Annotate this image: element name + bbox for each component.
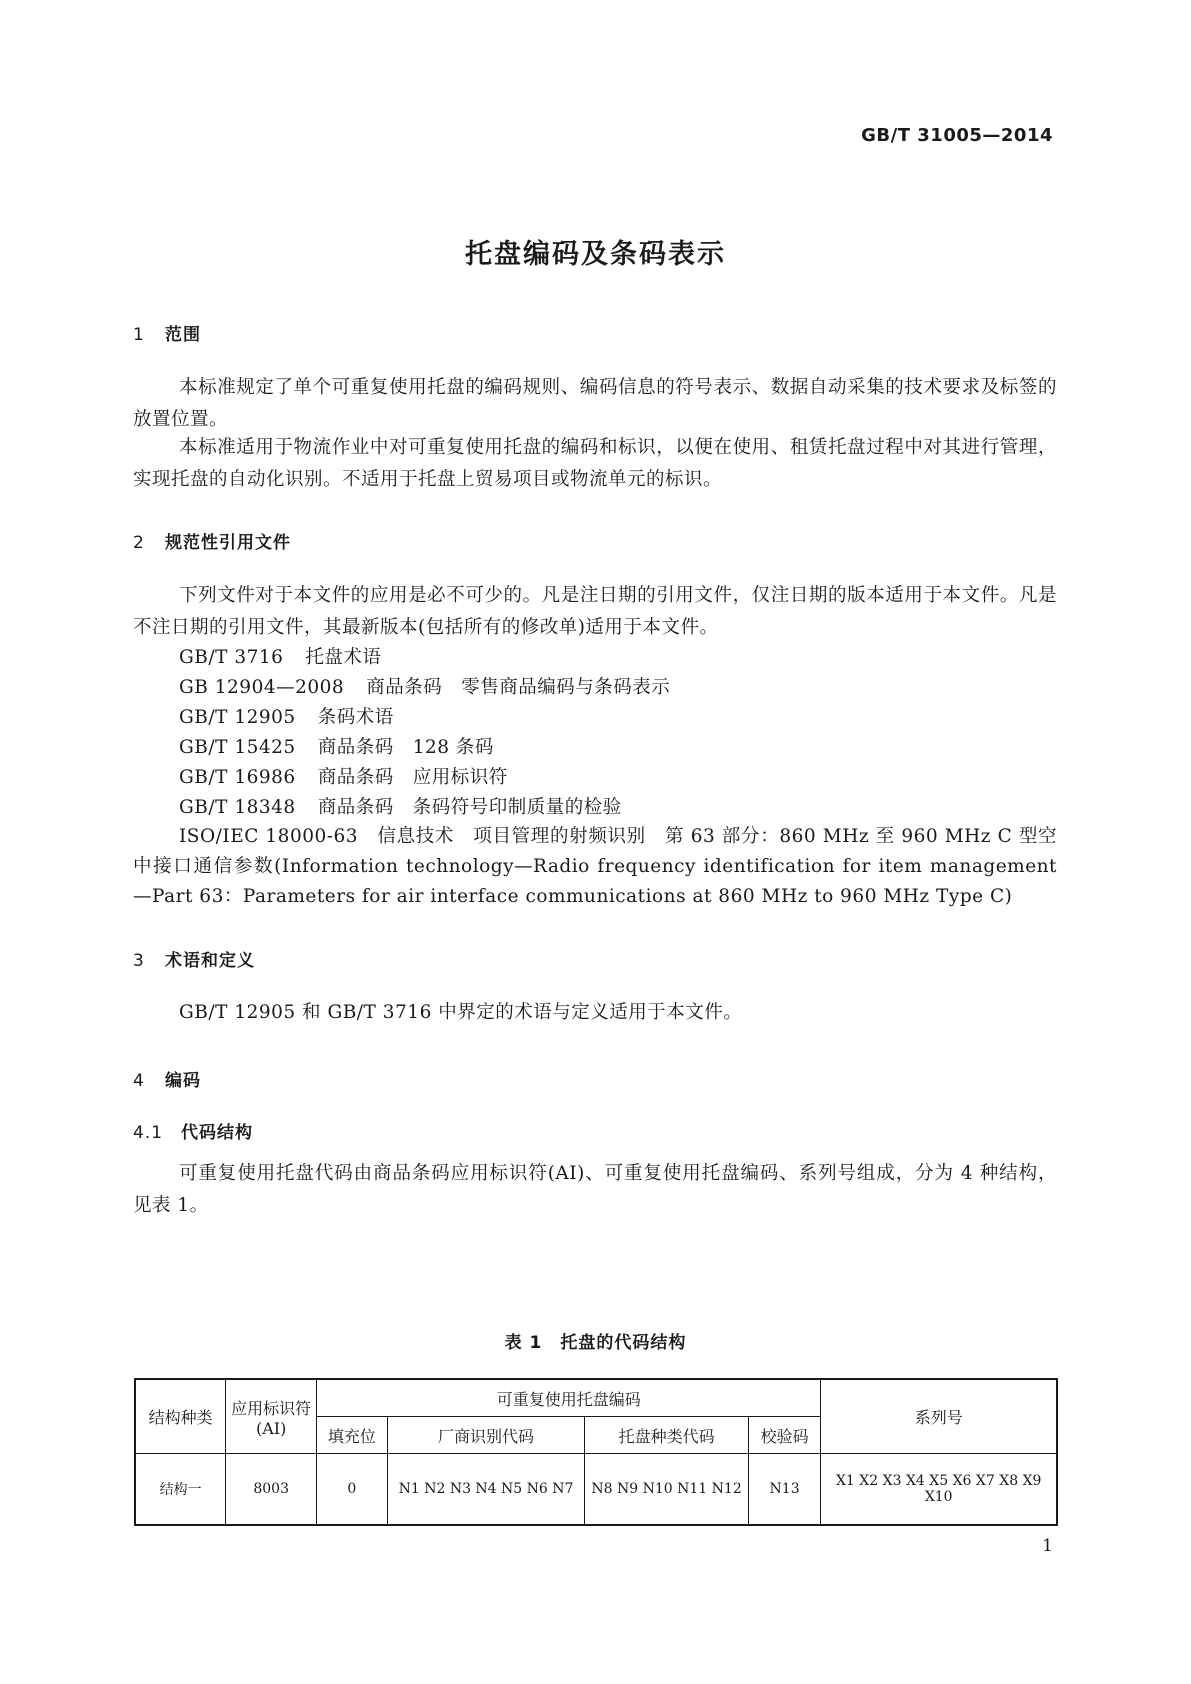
section-2-heading <box>133 528 291 553</box>
section-3-paragraph-1: GB/T 12905 和 GB/T 3716 中界定的术语与定义适用于本文件。 <box>179 1002 743 1023</box>
reference-item <box>179 762 508 794</box>
section-4-1-paragraph-1: 可重复使用托盘代码由商品条码应用标识符(AI)、可重复使用托盘编码、系列号组成，分为 4 种结构，见表 1。 <box>133 1163 1057 1216</box>
section-1-heading <box>133 320 201 345</box>
standard-id: GB/T 31005—2014 <box>861 125 1053 146</box>
section-number: 4.1 <box>133 1123 164 1143</box>
table-header-row <box>135 1379 1057 1417</box>
section-1-paragraph-1: 本标准规定了单个可重复使用托盘的编码规则、编码信息的符号表示、数据自动采集的技术要求及标签的放置位置。 <box>133 377 1057 430</box>
header-check-digit: 校验码 <box>748 1417 821 1454</box>
table-caption: 表 1 托盘的代码结构 <box>504 1333 687 1353</box>
section-number: 4 <box>133 1071 145 1091</box>
reference-item <box>179 672 670 704</box>
cell-pallet-type-code: N8 N9 N10 N11 N12 <box>585 1454 748 1526</box>
cell-structure-type: 结构一 <box>135 1454 226 1526</box>
section-2-paragraph-1: 下列文件对于本文件的应用是必不可少的。凡是注日期的引用文件，仅注日期的版本适用于本文件。凡是不注日期的引用文件，其最新版本(包括所有的修改单)适用于本文件。 <box>133 585 1057 638</box>
header-structure-type: 结构种类 <box>135 1379 226 1454</box>
cell-manufacturer-code: N1 N2 N3 N4 N5 N6 N7 <box>387 1454 585 1526</box>
section-title: 术语和定义 <box>165 951 255 971</box>
reference-title: 条码术语 <box>317 707 394 728</box>
section-4-heading <box>133 1066 201 1091</box>
reference-item <box>179 732 494 764</box>
cell-ai: 8003 <box>226 1454 317 1526</box>
reference-code: GB/T 18348 <box>179 797 296 818</box>
header-serial: 系列号 <box>821 1379 1057 1454</box>
section-1-paragraph-2: 本标准适用于物流作业中对可重复使用托盘的编码和标识，以便在使用、租赁托盘过程中对其进行管理，实现托盘的自动化识别。不适用于托盘上贸易项目或物流单元的标识。 <box>133 437 1057 490</box>
reference-title: 商品条码 零售商品编码与条码表示 <box>366 677 671 698</box>
header-manufacturer-code: 厂商识别代码 <box>387 1417 585 1454</box>
header-pallet-type-code: 托盘种类代码 <box>585 1417 748 1454</box>
reference-title: 托盘术语 <box>305 647 382 668</box>
section-title: 编码 <box>165 1071 201 1091</box>
reference-iso: ISO/IEC 18000-63 信息技术 项目管理的射频识别 第 63 部分：860 MHz 至 960 MHz C 型空中接口通信参数(Information technology—Radio frequency identification for item management—Part 63：Parameters for air interface communications at 860 MHz to 960 MHz Type C) <box>133 826 1057 907</box>
reference-title: 商品条码 条码符号印制质量的检验 <box>317 797 622 818</box>
header-fill-digit: 填充位 <box>317 1417 388 1454</box>
cell-serial: X1 X2 X3 X4 X5 X6 X7 X8 X9 X10 <box>821 1454 1057 1526</box>
reference-item <box>179 792 622 824</box>
reference-item <box>179 702 394 734</box>
section-title: 规范性引用文件 <box>165 533 291 553</box>
reference-title: 商品条码 应用标识符 <box>317 767 508 788</box>
reference-code: GB/T 12905 <box>179 707 296 728</box>
code-structure-table <box>134 1378 1058 1526</box>
section-number: 3 <box>133 951 145 971</box>
header-ai: 应用标识符(AI) <box>226 1379 317 1454</box>
section-title: 范围 <box>165 325 201 345</box>
section-3-heading <box>133 946 255 971</box>
reference-code: GB 12904—2008 <box>179 677 345 698</box>
cell-check-digit: N13 <box>748 1454 821 1526</box>
section-title: 代码结构 <box>181 1123 253 1143</box>
table-row <box>135 1454 1057 1526</box>
reference-item <box>179 642 381 674</box>
reference-code: GB/T 15425 <box>179 737 296 758</box>
header-pallet-code-group: 可重复使用托盘编码 <box>317 1379 821 1417</box>
section-4-1-heading <box>133 1118 253 1143</box>
cell-fill-digit: 0 <box>317 1454 388 1526</box>
document-title: 托盘编码及条码表示 <box>465 239 726 270</box>
page-number: 1 <box>1042 1536 1053 1556</box>
section-number: 2 <box>133 533 145 553</box>
reference-code: GB/T 16986 <box>179 767 296 788</box>
section-number: 1 <box>133 325 145 345</box>
reference-title: 商品条码 128 条码 <box>317 737 494 758</box>
reference-code: GB/T 3716 <box>179 647 284 668</box>
